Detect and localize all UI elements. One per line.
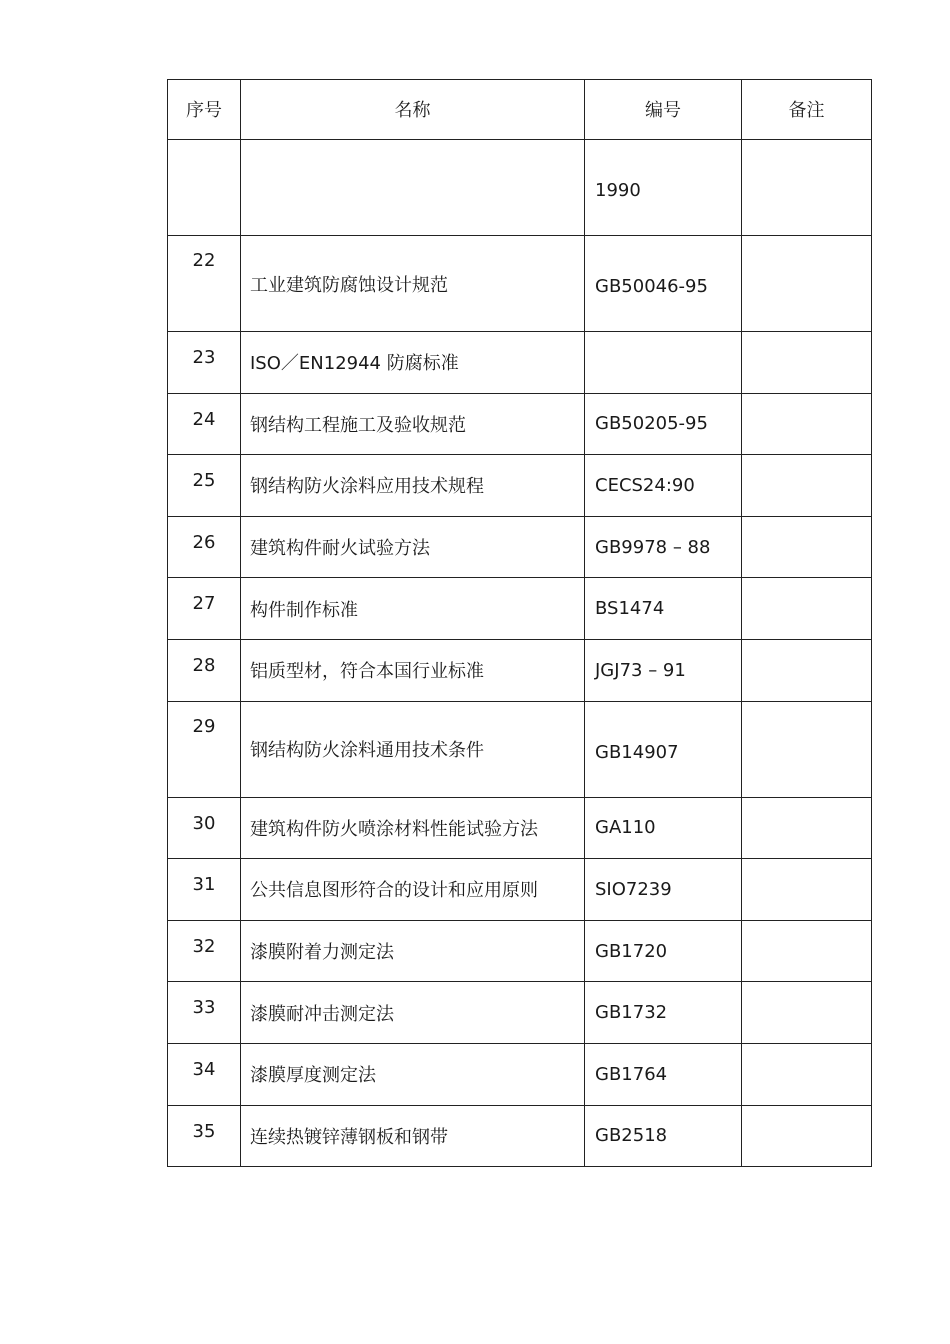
- cell-serial-number: [168, 140, 241, 236]
- cell-serial-number: 29: [168, 701, 241, 797]
- cell-code: SIO7239: [585, 859, 742, 921]
- cell-code: JGJ73 – 91: [585, 639, 742, 701]
- cell-remarks: [742, 639, 872, 701]
- cell-serial-number: 23: [168, 332, 241, 394]
- cell-code: BS1474: [585, 578, 742, 640]
- cell-name: 钢结构工程施工及验收规范: [241, 393, 585, 455]
- table-row: [168, 1105, 872, 1167]
- standards-table: [167, 79, 872, 1167]
- cell-remarks: [742, 701, 872, 797]
- cell-name: 公共信息图形符合的设计和应用原则: [241, 859, 585, 921]
- cell-code: GB2518: [585, 1105, 742, 1167]
- cell-code: GB1732: [585, 982, 742, 1044]
- cell-name: 漆膜厚度测定法: [241, 1043, 585, 1105]
- table-row: [168, 332, 872, 394]
- cell-serial-number: 24: [168, 393, 241, 455]
- cell-remarks: [742, 982, 872, 1044]
- cell-name: 钢结构防火涂料应用技术规程: [241, 455, 585, 517]
- cell-name: 钢结构防火涂料通用技术条件: [241, 701, 585, 797]
- cell-code: GB1720: [585, 920, 742, 982]
- header-code: 编号: [585, 80, 742, 140]
- cell-remarks: [742, 516, 872, 578]
- cell-serial-number: 31: [168, 859, 241, 921]
- table-row: [168, 639, 872, 701]
- cell-name: 工业建筑防腐蚀设计规范: [241, 236, 585, 332]
- table-row: [168, 236, 872, 332]
- cell-remarks: [742, 578, 872, 640]
- cell-remarks: [742, 920, 872, 982]
- cell-code: GB50046-95: [585, 236, 742, 332]
- cell-remarks: [742, 859, 872, 921]
- cell-remarks: [742, 393, 872, 455]
- cell-remarks: [742, 1105, 872, 1167]
- cell-code: [585, 332, 742, 394]
- cell-name: 构件制作标准: [241, 578, 585, 640]
- cell-code: GB14907: [585, 701, 742, 797]
- cell-name: 铝质型材，符合本国行业标准: [241, 639, 585, 701]
- table-row: [168, 1043, 872, 1105]
- table-row: [168, 920, 872, 982]
- header-name: 名称: [241, 80, 585, 140]
- header-serial-number: 序号: [168, 80, 241, 140]
- cell-serial-number: 25: [168, 455, 241, 517]
- cell-name: 建筑构件防火喷涂材料性能试验方法: [241, 797, 585, 859]
- cell-serial-number: 34: [168, 1043, 241, 1105]
- cell-serial-number: 22: [168, 236, 241, 332]
- table-row: [168, 516, 872, 578]
- cell-serial-number: 26: [168, 516, 241, 578]
- cell-name: 漆膜附着力测定法: [241, 920, 585, 982]
- cell-remarks: [742, 332, 872, 394]
- table-row: [168, 797, 872, 859]
- cell-serial-number: 35: [168, 1105, 241, 1167]
- cell-code: GB50205-95: [585, 393, 742, 455]
- cell-remarks: [742, 797, 872, 859]
- table-row: [168, 455, 872, 517]
- cell-name: ISO／EN12944 防腐标准: [241, 332, 585, 394]
- cell-name: 漆膜耐冲击测定法: [241, 982, 585, 1044]
- cell-name: 建筑构件耐火试验方法: [241, 516, 585, 578]
- table-row: [168, 393, 872, 455]
- table-row: [168, 859, 872, 921]
- table-row: [168, 701, 872, 797]
- table-header-row: [168, 80, 872, 140]
- cell-code: GB1764: [585, 1043, 742, 1105]
- cell-code: GA110: [585, 797, 742, 859]
- cell-remarks: [742, 140, 872, 236]
- cell-name: [241, 140, 585, 236]
- cell-serial-number: 28: [168, 639, 241, 701]
- cell-code: GB9978 – 88: [585, 516, 742, 578]
- header-remarks: 备注: [742, 80, 872, 140]
- cell-serial-number: 32: [168, 920, 241, 982]
- cell-name: 连续热镀锌薄钢板和钢带: [241, 1105, 585, 1167]
- cell-code: CECS24:90: [585, 455, 742, 517]
- table-row: [168, 140, 872, 236]
- table-row: [168, 578, 872, 640]
- table-row: [168, 982, 872, 1044]
- cell-remarks: [742, 455, 872, 517]
- cell-code: 1990: [585, 140, 742, 236]
- cell-serial-number: 33: [168, 982, 241, 1044]
- cell-serial-number: 27: [168, 578, 241, 640]
- cell-remarks: [742, 1043, 872, 1105]
- cell-serial-number: 30: [168, 797, 241, 859]
- cell-remarks: [742, 236, 872, 332]
